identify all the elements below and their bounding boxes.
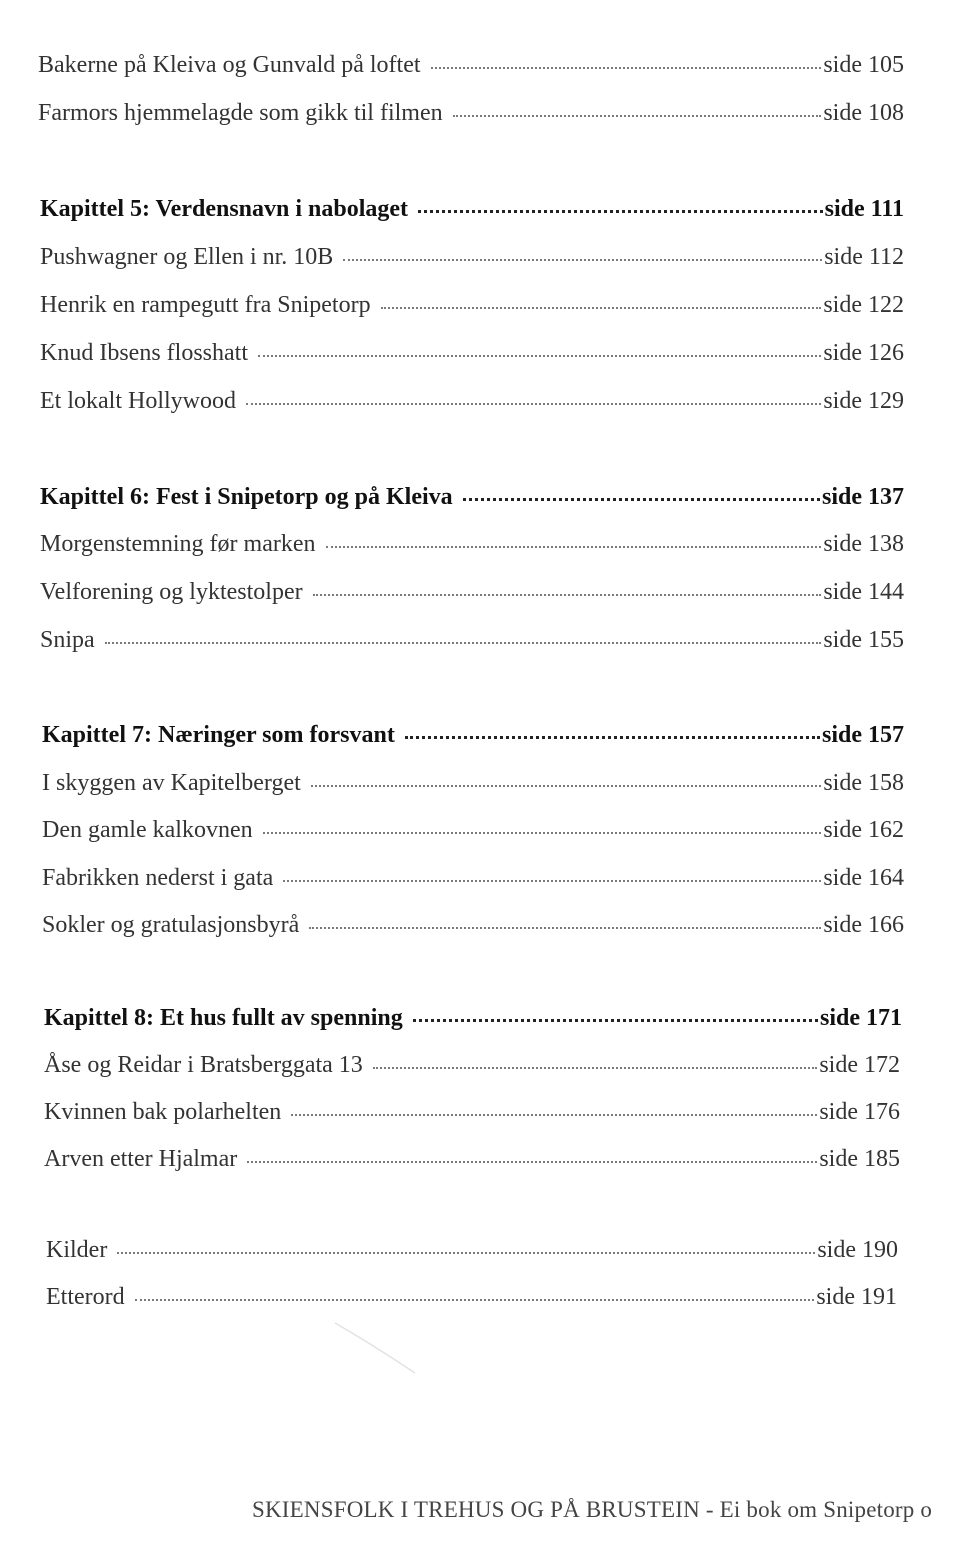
dot-leader (283, 880, 821, 882)
toc-entry-page: side 111 (824, 196, 904, 222)
dot-leader (117, 1252, 815, 1254)
dot-leader (105, 642, 822, 644)
dot-leader (413, 1019, 818, 1022)
dot-leader (326, 546, 822, 548)
toc-entry-title: Etterord (46, 1284, 125, 1310)
toc-entry-page: side 171 (819, 1005, 902, 1031)
toc-entry (40, 244, 904, 271)
toc-entry-title: Morgenstemning før marken (40, 531, 316, 557)
toc-entry (42, 912, 904, 939)
toc-entry (46, 1237, 898, 1264)
toc-chapter-heading (42, 722, 904, 749)
dot-leader (418, 210, 823, 213)
dot-leader (258, 355, 821, 357)
toc-chapter-heading (40, 484, 904, 511)
toc-entry-page: side 157 (821, 722, 904, 748)
toc-entry-title: Den gamle kalkovnen (42, 817, 253, 843)
dot-leader (453, 115, 822, 117)
toc-entry (44, 1099, 900, 1126)
toc-entry-title: Et lokalt Hollywood (40, 388, 236, 414)
toc-entry (40, 292, 904, 319)
toc-entry-title: Bakerne på Kleiva og Gunvald på loftet (38, 52, 421, 78)
toc-entry (40, 627, 904, 654)
toc-entry (42, 770, 904, 797)
toc-entry-page: side 185 (819, 1146, 900, 1172)
toc-entry-page: side 108 (823, 100, 904, 126)
dot-leader (373, 1067, 818, 1069)
toc-entry-page: side 126 (823, 340, 904, 366)
dot-leader (135, 1299, 815, 1301)
toc-entry (40, 531, 904, 558)
toc-entry-title: Henrik en rampegutt fra Snipetorp (40, 292, 371, 318)
toc-entry-page: side 105 (823, 52, 904, 78)
toc-entry (38, 52, 904, 79)
toc-entry-title: Kapittel 7: Næringer som forsvant (42, 722, 395, 748)
toc-entry-page: side 155 (823, 627, 904, 653)
toc-entry-title: Knud Ibsens flosshatt (40, 340, 248, 366)
dot-leader (431, 67, 822, 69)
toc-entry (40, 388, 904, 415)
toc-entry-page: side 144 (823, 579, 904, 605)
dot-leader (309, 927, 821, 929)
toc-entry-title: Sokler og gratulasjonsbyrå (42, 912, 300, 938)
toc-entry (46, 1284, 897, 1311)
toc-entry-title: Arven etter Hjalmar (44, 1146, 238, 1172)
toc-entry-title: Snipa (40, 627, 95, 653)
toc-entry-page: side 164 (823, 865, 904, 891)
dot-leader (247, 1161, 817, 1163)
toc-entry-page: side 112 (824, 244, 904, 270)
toc-entry-page: side 172 (819, 1052, 900, 1078)
toc-entry-title: Velforening og lyktestolper (40, 579, 303, 605)
toc-entry-title: Fabrikken nederst i gata (42, 865, 274, 891)
toc-entry-title: Kilder (46, 1237, 108, 1263)
toc-entry-page: side 166 (823, 912, 904, 938)
toc-entry-page: side 138 (823, 531, 904, 557)
dot-leader (343, 259, 822, 261)
toc-entry-title: I skyggen av Kapitelberget (42, 770, 301, 796)
dot-leader (313, 594, 822, 596)
toc-entry-page: side 190 (817, 1237, 898, 1263)
toc-chapter-heading (40, 196, 904, 223)
toc-entry (40, 340, 904, 367)
dot-leader (263, 832, 822, 834)
toc-entry (38, 100, 904, 127)
toc-entry-title: Kapittel 6: Fest i Snipetorp og på Kleiva (40, 484, 453, 510)
toc-entry (42, 865, 904, 892)
toc-entry-page: side 191 (816, 1284, 897, 1310)
toc-entry-title: Kvinnen bak polarhelten (44, 1099, 282, 1125)
toc-entry-page: side 122 (823, 292, 904, 318)
toc-entry-page: side 129 (823, 388, 904, 414)
toc-entry-page: side 158 (823, 770, 904, 796)
toc-entry-page: side 137 (821, 484, 904, 510)
toc-entry-page: side 176 (819, 1099, 900, 1125)
toc-entry-title: Pushwagner og Ellen i nr. 10B (40, 244, 334, 270)
toc-entry (40, 579, 904, 606)
toc-entry (44, 1052, 900, 1079)
dot-leader (246, 403, 821, 405)
scan-artifact (330, 1318, 420, 1378)
dot-leader (405, 736, 820, 739)
toc-entry-title: Åse og Reidar i Bratsberggata 13 (44, 1052, 363, 1078)
dot-leader (311, 785, 822, 787)
toc-entry (44, 1146, 900, 1173)
toc-entry-title: Kapittel 5: Verdensnavn i nabolaget (40, 196, 409, 222)
toc-entry-page: side 162 (823, 817, 904, 843)
page-footer: SKIENSFOLK I TREHUS OG PÅ BRUSTEIN - Ei bok om Snipetorp o (252, 1497, 933, 1522)
toc-chapter-heading (44, 1005, 902, 1032)
dot-leader (463, 498, 820, 501)
toc-entry-title: Kapittel 8: Et hus fullt av spenning (44, 1005, 403, 1031)
dot-leader (381, 307, 822, 309)
toc-entry (42, 817, 904, 844)
dot-leader (291, 1114, 817, 1116)
toc-entry-title: Farmors hjemmelagde som gikk til filmen (38, 100, 443, 126)
